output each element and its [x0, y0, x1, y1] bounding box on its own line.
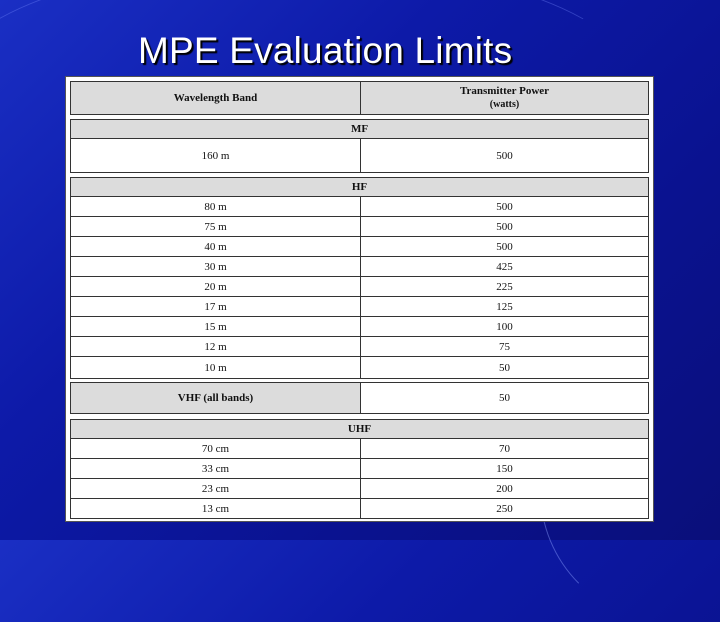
band-cell: 20 m	[70, 277, 360, 297]
header-transmitter-power-label: Transmitter Power	[459, 85, 550, 97]
power-cell: 75	[360, 337, 649, 357]
section-row-hf	[70, 177, 649, 197]
header-transmitter-power	[360, 81, 649, 115]
section-row-mf	[70, 119, 649, 139]
table-row	[70, 479, 649, 499]
slide-title: MPE Evaluation Limits	[138, 30, 513, 71]
power-cell: 500	[360, 237, 649, 257]
table-row	[70, 197, 649, 217]
band-cell: 33 cm	[70, 459, 360, 479]
section-label-uhf: UHF	[70, 419, 649, 439]
power-cell: 70	[360, 439, 649, 459]
section-row-uhf	[70, 419, 649, 439]
table-row	[70, 317, 649, 337]
mpe-limits-table	[65, 76, 654, 522]
band-cell-vhf: VHF (all bands)	[70, 382, 360, 414]
header-wavelength-band	[70, 81, 360, 115]
power-cell: 500	[360, 139, 649, 173]
table-row-vhf	[70, 382, 649, 414]
band-cell: 80 m	[70, 197, 360, 217]
header-transmitter-power-unit: (watts)	[489, 99, 520, 110]
band-cell: 160 m	[70, 139, 360, 173]
table-row	[70, 297, 649, 317]
power-cell: 150	[360, 459, 649, 479]
power-cell: 225	[360, 277, 649, 297]
power-cell: 250	[360, 499, 649, 519]
band-cell: 30 m	[70, 257, 360, 277]
band-cell: 23 cm	[70, 479, 360, 499]
power-cell: 100	[360, 317, 649, 337]
band-cell: 75 m	[70, 217, 360, 237]
table-row	[70, 459, 649, 479]
band-cell: 40 m	[70, 237, 360, 257]
power-cell: 200	[360, 479, 649, 499]
power-cell: 125	[360, 297, 649, 317]
section-label-mf: MF	[70, 119, 649, 139]
power-cell: 425	[360, 257, 649, 277]
power-cell: 50	[360, 357, 649, 379]
table-row	[70, 439, 649, 459]
power-cell: 500	[360, 217, 649, 237]
table-row	[70, 499, 649, 519]
table-row	[70, 277, 649, 297]
band-cell: 13 cm	[70, 499, 360, 519]
band-cell: 10 m	[70, 357, 360, 379]
table-row	[70, 139, 649, 173]
power-cell: 500	[360, 197, 649, 217]
header-wavelength-band-label: Wavelength Band	[173, 92, 258, 104]
band-cell: 70 cm	[70, 439, 360, 459]
table-row	[70, 257, 649, 277]
table-row	[70, 357, 649, 379]
table-header-row	[70, 81, 649, 115]
table-row	[70, 237, 649, 257]
power-cell-vhf: 50	[360, 382, 649, 414]
section-label-hf: HF	[70, 177, 649, 197]
band-cell: 17 m	[70, 297, 360, 317]
band-cell: 15 m	[70, 317, 360, 337]
table-row	[70, 217, 649, 237]
table-row	[70, 337, 649, 357]
band-cell: 12 m	[70, 337, 360, 357]
